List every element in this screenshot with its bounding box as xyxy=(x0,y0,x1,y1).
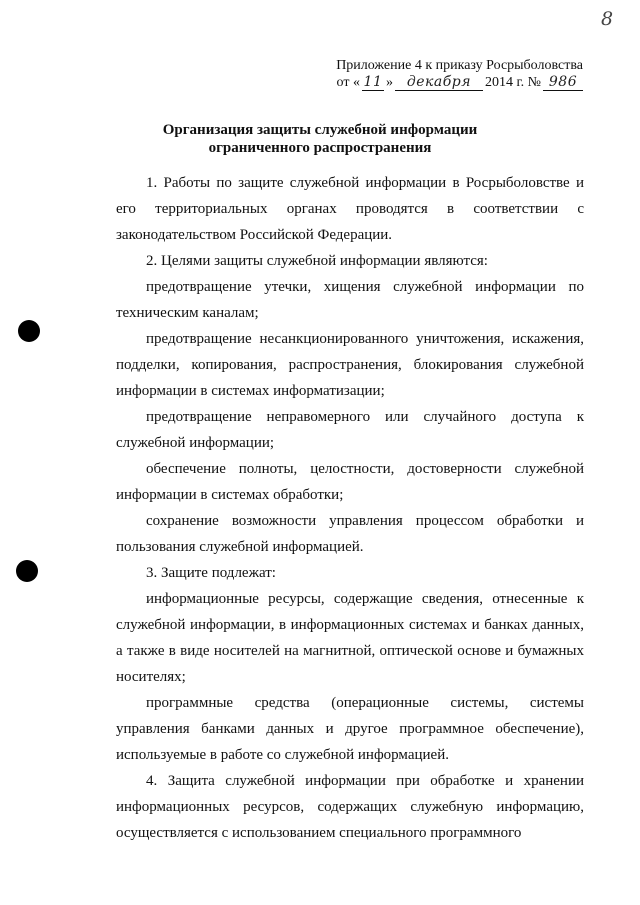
page-number: 8 xyxy=(601,8,614,30)
paragraph-4: предотвращение несанкционированного уничтожения, искажения, подделки, копирования, распространения, блокирования служебной информации в системах информатизации; xyxy=(116,331,584,399)
paragraph-7: сохранение возможности управления процессом обработки и пользования служебной информацией. xyxy=(116,513,584,555)
quote-close: » xyxy=(385,75,393,90)
paragraph-5: предотвращение неправомерного или случайного доступа к служебной информации; xyxy=(116,409,584,451)
paragraph-3: предотвращение утечки, хищения служебной информации по техническим каналам; xyxy=(116,279,584,321)
year-label: 2014 г. № xyxy=(484,75,541,90)
paragraph-2: 2. Целями защиты служебной информации являются: xyxy=(146,253,488,269)
paragraph-11: 4. Защита служебной информации при обработке и хранении информационных ресурсов, содержащих служебную информацию, осуществляется с использованием специального программного xyxy=(116,773,584,841)
paragraph-9: информационные ресурсы, содержащие сведения, отнесенные к служебной информации, в информационных системах и банках данных, а также в виде носителей на магнитной, оптической основе и бумажных носителях; xyxy=(116,591,584,685)
from-label: от « xyxy=(336,75,360,90)
appendix-reference xyxy=(263,57,583,91)
title-line-2: ограниченного распространения xyxy=(208,140,432,156)
handwritten-month: декабря xyxy=(395,75,483,91)
paragraph-1: 1. Работы по защите служебной информации в Росрыболовстве и его территориальных органах проводятся в соответствии с законодательством Российской Федерации. xyxy=(116,175,584,243)
handwritten-order-number: 986 xyxy=(543,75,583,91)
document-body xyxy=(116,170,584,846)
title-line-1: Организация защиты служебной информации xyxy=(162,122,478,138)
punch-hole xyxy=(18,320,40,342)
handwritten-day: 11 xyxy=(363,74,383,90)
paragraph-10: программные средства (операционные системы, системы управления банками данных и другое программное обеспечение), используемые в работе со служебной информацией. xyxy=(116,695,584,763)
paragraph-6: обеспечение полноты, целостности, достоверности служебной информации в системах обработки; xyxy=(116,461,584,503)
document-title xyxy=(0,121,640,157)
appendix-date-line xyxy=(263,74,583,91)
paragraph-8: 3. Защите подлежат: xyxy=(146,565,276,581)
appendix-line: Приложение 4 к приказу Росрыболовства xyxy=(336,58,583,73)
punch-hole xyxy=(16,560,38,582)
